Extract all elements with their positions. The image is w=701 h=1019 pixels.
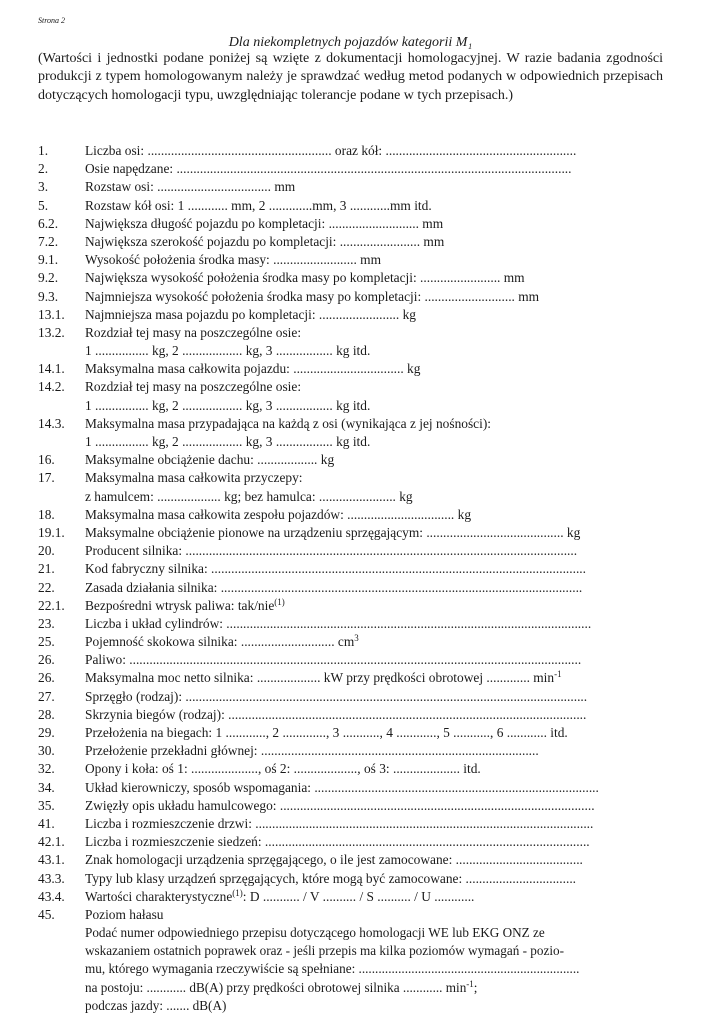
spec-number: 9.1. <box>38 252 59 268</box>
spec-text-main: Opony i koła: oś 1: ...................., oś 2: ..................., oś 3: .................... itd. <box>85 761 481 777</box>
spec-text-main: Podać numer odpowiedniego przepisu dotyczącego homologacji WE lub EKG ONZ ze <box>85 925 545 941</box>
spec-row <box>38 797 670 815</box>
spec-text <box>85 997 670 1015</box>
spec-number: 45. <box>38 906 55 922</box>
spec-text <box>85 324 670 342</box>
spec-text <box>85 669 670 687</box>
spec-text-main: Maksymalna masa całkowita pojazdu: ................................. kg <box>85 361 421 377</box>
spec-text <box>85 760 670 778</box>
spec-row <box>38 378 670 396</box>
spec-row <box>38 942 670 960</box>
spec-row <box>38 415 670 433</box>
spec-number: 9.3. <box>38 288 59 304</box>
spec-text-main: Maksymalna masa całkowita zespołu pojazdów: ................................ kg <box>85 506 472 522</box>
spec-row <box>38 488 670 506</box>
spec-text <box>85 306 670 324</box>
spec-text <box>85 251 670 269</box>
spec-row <box>38 979 670 997</box>
spec-number: 22. <box>38 579 55 595</box>
spec-text-main: Sprzęgło (rodzaj): ........................................................................................................................ <box>85 688 588 704</box>
spec-text-main: Największa szerokość pojazdu po kompletacji: ........................ mm <box>85 233 445 249</box>
spec-text <box>85 651 670 669</box>
spec-text <box>85 197 670 215</box>
spec-number: 3. <box>38 179 49 195</box>
spec-text-main: Liczba i układ cylindrów: ............................................................................................................. <box>85 615 592 631</box>
spec-text <box>85 233 670 251</box>
superscript: (1) <box>232 887 243 898</box>
spec-row <box>38 197 670 215</box>
superscript: -1 <box>466 978 474 989</box>
spec-number: 7.2. <box>38 233 59 249</box>
spec-row <box>38 397 670 415</box>
spec-text <box>85 451 670 469</box>
spec-number: 9.2. <box>38 270 59 286</box>
spec-row <box>38 524 670 542</box>
spec-number: 28. <box>38 706 55 722</box>
superscript: 3 <box>354 633 359 644</box>
spec-text <box>85 742 670 760</box>
spec-text-main: Paliwo: ....................................................................................................................................... <box>85 652 582 668</box>
spec-list <box>38 142 670 1015</box>
spec-row <box>38 760 670 778</box>
spec-text <box>85 397 670 415</box>
spec-row <box>38 579 670 597</box>
spec-text <box>85 942 670 960</box>
spec-number: 19.1. <box>38 524 65 540</box>
spec-row <box>38 997 670 1015</box>
spec-text <box>85 215 670 233</box>
spec-text <box>85 779 670 797</box>
spec-row <box>38 233 670 251</box>
spec-row <box>38 688 670 706</box>
spec-number: 13.1. <box>38 306 65 322</box>
spec-text-main: Skrzynia biegów (rodzaj): ........................................................................................................... <box>85 706 587 722</box>
spec-number: 2. <box>38 161 49 177</box>
spec-row <box>38 651 670 669</box>
spec-text-main: Typy lub klasy urządzeń sprzęgających, które mogą być zamocowane: ................................. <box>85 870 577 886</box>
spec-text-main: Liczba i rozmieszczenie siedzeń: ................................................................................................. <box>85 834 590 850</box>
spec-row <box>38 851 670 869</box>
spec-text <box>85 142 670 160</box>
spec-number: 32. <box>38 761 55 777</box>
spec-row <box>38 870 670 888</box>
spec-row <box>38 451 670 469</box>
spec-text <box>85 378 670 396</box>
spec-text <box>85 979 670 997</box>
spec-text <box>85 906 670 924</box>
spec-text-main: Poziom hałasu <box>85 906 164 922</box>
spec-text-main: Wysokość położenia środka masy: ......................... mm <box>85 252 381 268</box>
spec-text <box>85 960 670 978</box>
spec-text-after: : D ........... / V .......... / S .......... / U ............ <box>242 888 475 904</box>
spec-number: 26. <box>38 670 55 686</box>
spec-text-main: mu, którego wymagania rzeczywiście są spełniane: ................................................................... <box>85 961 580 977</box>
spec-text-main: Pojemność skokowa silnika: ............................ cm <box>85 634 355 650</box>
spec-number: 43.4. <box>38 888 65 904</box>
spec-number: 23. <box>38 615 55 631</box>
spec-text-main: Przełożenia na biegach: 1 ............, 2 ............., 3 ..........., 4 ............, 5 ..........., 6 ............ itd. <box>85 725 568 740</box>
spec-text <box>85 597 670 615</box>
spec-number: 22.1. <box>38 597 65 613</box>
spec-number: 21. <box>38 561 55 577</box>
spec-number: 30. <box>38 743 55 759</box>
spec-row <box>38 615 670 633</box>
spec-text <box>85 615 670 633</box>
spec-row <box>38 633 670 651</box>
spec-text <box>85 815 670 833</box>
spec-text <box>85 269 670 287</box>
spec-text-main: 1 ................ kg, 2 .................. kg, 3 ................. kg itd. <box>85 434 371 449</box>
spec-row <box>38 251 670 269</box>
spec-row <box>38 924 670 942</box>
spec-number: 35. <box>38 797 55 813</box>
spec-text <box>85 524 670 542</box>
spec-text-main: Kod fabryczny silnika: ................................................................................................................ <box>85 561 586 577</box>
spec-number: 18. <box>38 506 55 522</box>
spec-text <box>85 160 670 178</box>
spec-text-main: Przełożenie przekładni głównej: ................................................................................... <box>85 743 539 759</box>
spec-row <box>38 815 670 833</box>
spec-row <box>38 779 670 797</box>
spec-number: 25. <box>38 634 55 650</box>
spec-text <box>85 433 670 451</box>
spec-text-main: podczas jazdy: ....... dB(A) <box>85 997 227 1013</box>
spec-text-main: Maksymalna masa całkowita przyczepy: <box>85 470 303 486</box>
spec-text-main: 1 ................ kg, 2 .................. kg, 3 ................. kg itd. <box>85 397 371 413</box>
spec-text-main: Liczba osi: ....................................................... oraz kół: ......................................................... <box>85 143 577 158</box>
spec-number: 5. <box>38 197 49 213</box>
spec-text-main: Wartości charakterystyczne <box>85 888 233 904</box>
spec-row <box>38 669 670 687</box>
spec-row <box>38 560 670 578</box>
spec-row <box>38 888 670 906</box>
spec-row <box>38 269 670 287</box>
spec-number: 14.1. <box>38 361 65 377</box>
spec-text-main: Rozdział tej masy na poszczególne osie: <box>85 379 302 395</box>
spec-number: 26. <box>38 652 55 668</box>
spec-number: 20. <box>38 543 55 559</box>
spec-text-main: Maksymalne obciążenie pionowe na urządzeniu sprzęgającym: ......................................... kg <box>85 524 581 540</box>
spec-row <box>38 906 670 924</box>
spec-text <box>85 706 670 724</box>
spec-row <box>38 597 670 615</box>
spec-text-main: Znak homologacji urządzenia sprzęgającego, o ile jest zamocowane: ...................................... <box>85 852 583 868</box>
spec-text <box>85 178 670 196</box>
spec-text-main: Układ kierowniczy, sposób wspomagania: ..................................................................................... <box>85 779 599 795</box>
spec-row <box>38 833 670 851</box>
spec-row <box>38 324 670 342</box>
spec-number: 27. <box>38 688 55 704</box>
spec-row <box>38 178 670 196</box>
spec-number: 6.2. <box>38 215 59 231</box>
spec-row <box>38 160 670 178</box>
spec-number: 13.2. <box>38 324 65 340</box>
spec-row <box>38 742 670 760</box>
spec-number: 16. <box>38 452 55 468</box>
spec-text-main: Najmniejsza masa pojazdu po kompletacji: ........................ kg <box>85 306 416 322</box>
spec-number: 43.3. <box>38 870 65 886</box>
spec-number: 34. <box>38 779 55 795</box>
spec-text <box>85 888 670 906</box>
spec-number: 42.1. <box>38 834 65 850</box>
spec-text <box>85 560 670 578</box>
spec-text-main: z hamulcem: ................... kg; bez hamulca: ....................... kg <box>85 488 413 504</box>
spec-text <box>85 469 670 487</box>
spec-number: 14.3. <box>38 415 65 431</box>
spec-row <box>38 288 670 306</box>
spec-text <box>85 797 670 815</box>
spec-text-main: Osie napędzane: ...................................................................................................................... <box>85 161 572 177</box>
spec-text <box>85 870 670 888</box>
spec-text-main: Maksymalna masa przypadająca na każdą z osi (wynikająca z jej nośności): <box>85 415 492 431</box>
spec-text-main: Największa wysokość położenia środka masy po kompletacji: ........................ mm <box>85 270 525 286</box>
spec-row <box>38 960 670 978</box>
spec-text-main: Najmniejsza wysokość położenia środka masy po kompletacji: ........................... mm <box>85 288 540 304</box>
spec-text <box>85 342 670 360</box>
spec-row <box>38 724 670 742</box>
document-title: Dla niekompletnych pojazdów kategorii M₁ <box>228 35 473 50</box>
spec-text <box>85 506 670 524</box>
spec-row <box>38 542 670 560</box>
spec-text <box>85 688 670 706</box>
intro-paragraph: (Wartości i jednostki podane poniżej są wzięte z dokumentacji homologacyjnej. W razie badania zgodności produkcji z typem homologowanym należy je sprawdzać według metod podanych w odpowiednich przepisach dotyczących homologacji typu, uwzględniając tolerancje podane w tych przepisach.) <box>38 51 663 103</box>
spec-text-main: Zwięzły opis układu hamulcowego: .............................................................................................. <box>85 797 595 813</box>
spec-text-main: Rozdział tej masy na poszczególne osie: <box>85 324 302 340</box>
spec-number: 14.2. <box>38 379 65 395</box>
spec-text <box>85 488 670 506</box>
spec-text-after: ; <box>473 979 478 995</box>
spec-text-main: Liczba i rozmieszczenie drzwi: ..................................................................................................... <box>85 815 594 831</box>
spec-text <box>85 542 670 560</box>
spec-number: 17. <box>38 470 55 486</box>
spec-row <box>38 433 670 451</box>
superscript: -1 <box>554 669 562 680</box>
spec-text-main: na postoju: ............ dB(A) przy prędkości obrotowej silnika ............ min <box>85 979 467 995</box>
superscript: (1) <box>274 596 285 607</box>
spec-number: 43.1. <box>38 852 65 868</box>
spec-text-main: 1 ................ kg, 2 .................. kg, 3 ................. kg itd. <box>85 343 371 359</box>
spec-row <box>38 342 670 360</box>
spec-text-main: Bezpośredni wtrysk paliwa: tak/nie <box>85 597 275 613</box>
spec-text-main: Zasada działania silnika: ............................................................................................................ <box>85 579 583 595</box>
spec-text <box>85 924 670 942</box>
spec-text <box>85 833 670 851</box>
spec-row <box>38 706 670 724</box>
spec-row <box>38 469 670 487</box>
spec-text <box>85 415 670 433</box>
spec-row <box>38 506 670 524</box>
spec-text <box>85 724 670 742</box>
spec-row <box>38 215 670 233</box>
spec-text <box>85 360 670 378</box>
spec-text <box>85 579 670 597</box>
spec-row <box>38 142 670 160</box>
spec-number: 1. <box>38 143 49 158</box>
spec-text-main: Maksymalna moc netto silnika: ................... kW przy prędkości obrotowej ............. min <box>85 670 555 686</box>
page-label: Strona 2 <box>38 16 66 25</box>
spec-number: 41. <box>38 815 55 831</box>
spec-row <box>38 306 670 324</box>
spec-text-main: Największa długość pojazdu po kompletacji: ........................... mm <box>85 215 444 231</box>
spec-text <box>85 288 670 306</box>
spec-text-main: Maksymalne obciążenie dachu: .................. kg <box>85 452 335 468</box>
spec-number: 29. <box>38 725 55 740</box>
spec-text <box>85 633 670 651</box>
spec-text-main: Producent silnika: ..................................................................................................................... <box>85 543 578 559</box>
spec-text <box>85 851 670 869</box>
spec-text-main: Rozstaw osi: .................................. mm <box>85 179 296 195</box>
spec-text-main: wskazaniem ostatnich poprawek oraz - jeśli przepis ma kilka poziomów wymagań - pozio- <box>85 943 564 959</box>
spec-text-main: Rozstaw kół osi: 1 ............ mm, 2 .............mm, 3 ............mm itd. <box>85 197 432 213</box>
spec-row <box>38 360 670 378</box>
